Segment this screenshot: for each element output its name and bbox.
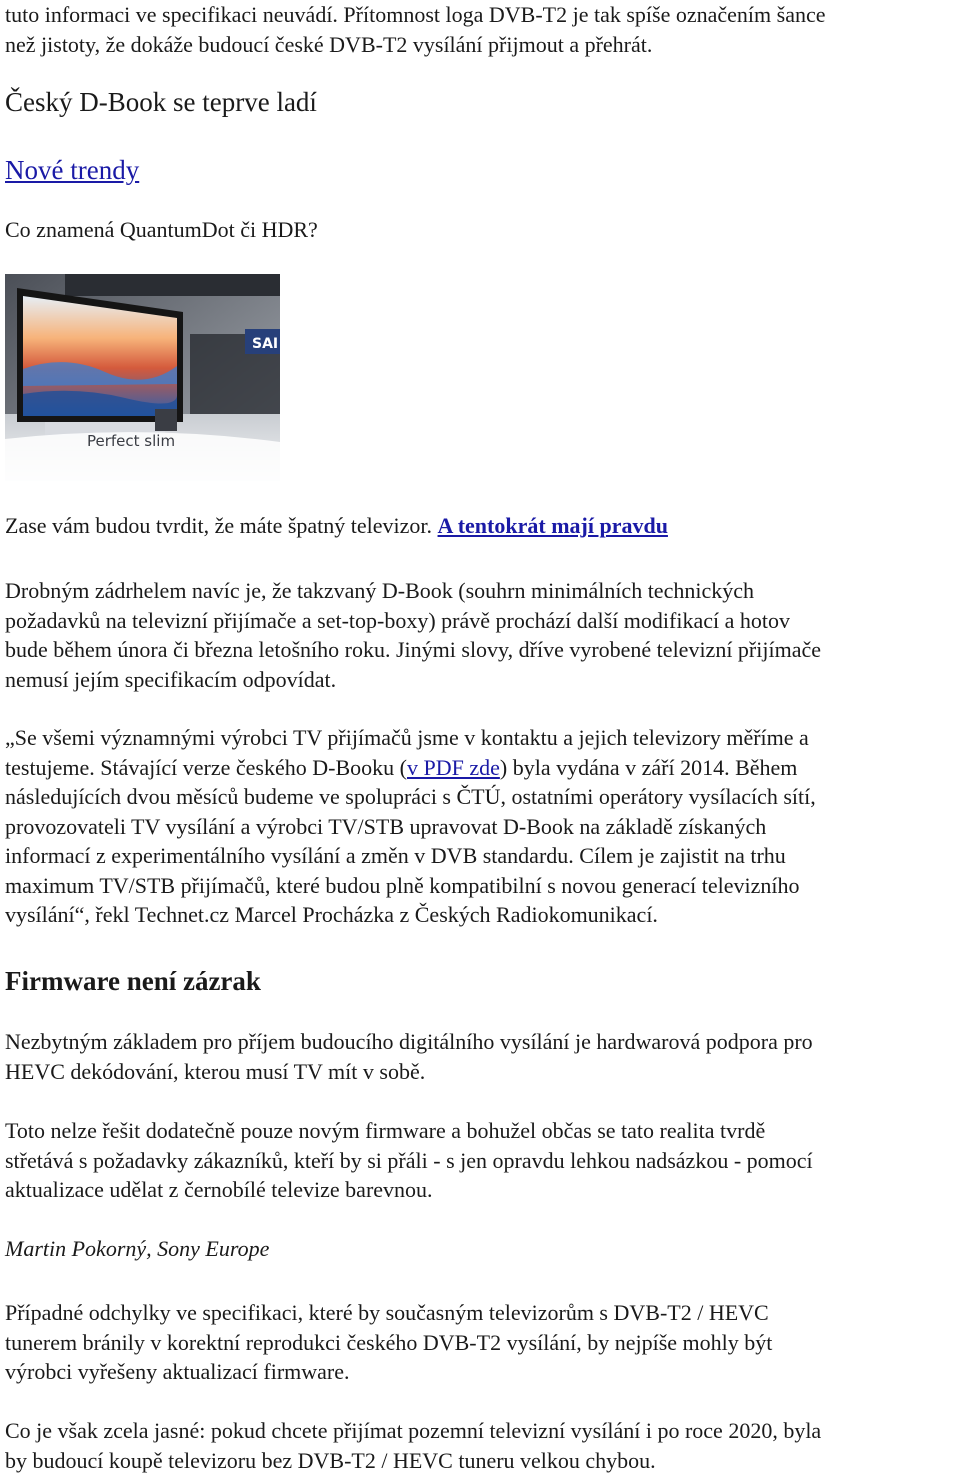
text-line: „Se všemi významnými výrobci TV přijímačů jsme v kontaktu a jejich televizory měříme a xyxy=(5,725,809,750)
text-line: vysílání“, řekl Technet.cz Marcel Procházka z Českých Radiokomunikací. xyxy=(5,902,658,927)
perfect-slim-text: Perfect slim xyxy=(87,432,176,450)
conclusion-paragraph xyxy=(5,1416,957,1475)
firmware-heading: Firmware není zázrak xyxy=(5,966,261,996)
teaser-link[interactable]: A tentokrát mají pravdu xyxy=(437,513,668,538)
text-line: střetává s požadavky zákazníků, kteří by si přáli - s jen opravdu lehkou nadsázkou - pomocí xyxy=(5,1147,813,1173)
text-line: Toto nelze řešit dodatečně pouze novým firmware a bohužel občas se tato realita tvrdě xyxy=(5,1118,766,1143)
text-line: nemusí jejím specifikacím odpovídat. xyxy=(5,666,337,692)
text-line: HEVC dekódování, kterou musí TV mít v sobě. xyxy=(5,1058,426,1084)
text-line: výrobci vyřešeny aktualizací firmware. xyxy=(5,1359,350,1384)
brand-sign-text: SAI xyxy=(252,336,279,352)
text-line: než jistoty, že dokáže budoucí české DVB-T2 vysílání přijmout a přehrát. xyxy=(5,31,653,57)
section-title: Český D-Book se teprve ladí xyxy=(5,87,317,117)
related-link-nove-trendy[interactable]: Nové trendy xyxy=(5,155,140,185)
text-line: Co je však zcela jasné: pokud chcete přijímat pozemní televizní vysílání i po roce 2020, byla xyxy=(5,1418,822,1443)
text-line: by budoucí koupě televizoru bez DVB-T2 / HEVC tuneru velkou chybou. xyxy=(5,1447,656,1473)
firmware-paragraph xyxy=(5,1116,957,1205)
text-line: následujících dvou měsíců budeme ve spolupráci s ČTÚ, ostatními operátory vysílacích sítí, xyxy=(5,784,816,809)
pdf-link[interactable]: v PDF zde xyxy=(406,754,500,780)
text-line: tunerem bránily v korektní reprodukci českého DVB-T2 vysílání, by nejpíše mohly být xyxy=(5,1329,773,1355)
text-line: Drobným zádrhelem navíc je, že takzvaný D-Book (souhrn minimálních technických xyxy=(5,578,754,603)
teaser-text: Zase vám budou tvrdit, že máte špatný televizor. xyxy=(5,513,438,538)
text-line: ) byla vydána v září 2014. Během xyxy=(499,754,798,780)
hevc-paragraph xyxy=(5,1027,957,1086)
text-line: informací z experimentálního vysílání a změn v DVB standardu. Cílem je zajistit na trhu xyxy=(5,843,786,868)
text-line: provozovateli TV vysílání a výrobci TV/STB upravovat D-Book na základě získaných xyxy=(5,813,767,839)
text-line: bude během února či března letošního roku. Jinými slovy, dříve vyrobené televizní přijímače xyxy=(5,637,821,662)
teaser-paragraph xyxy=(5,511,957,541)
intro-paragraph xyxy=(5,0,957,59)
text-line: tuto informaci ve specifikaci neuvádí. Přítomnost loga DVB-T2 je tak spíše označením šance xyxy=(5,2,826,27)
text-line: požadavků na televizní přijímače a set-top-boxy) právě prochází další modifikací a hotov xyxy=(5,607,790,633)
text-line: maximum TV/STB přijímačů, které budou plně kompatibilní s novou generací televizního xyxy=(5,872,800,898)
text-line: aktualizace udělat z černobílé televize barevnou. xyxy=(5,1177,433,1202)
tv-showcase-image[interactable] xyxy=(5,274,280,481)
text-line: Nezbytným základem pro příjem budoucího digitálního vysílání je hardwarová podpora pro xyxy=(5,1029,813,1054)
attribution: Martin Pokorný, Sony Europe xyxy=(5,1236,270,1261)
text-line: testujeme. Stávající verze českého D-Booku ( xyxy=(5,754,407,780)
dbook-paragraph xyxy=(5,576,957,694)
quote-paragraph xyxy=(5,723,957,930)
related-question: Co znamená QuantumDot či HDR? xyxy=(5,217,318,242)
deviations-paragraph xyxy=(5,1298,957,1387)
text-line: Případné odchylky ve specifikaci, které by současným televizorům s DVB-T2 / HEVC xyxy=(5,1300,769,1325)
